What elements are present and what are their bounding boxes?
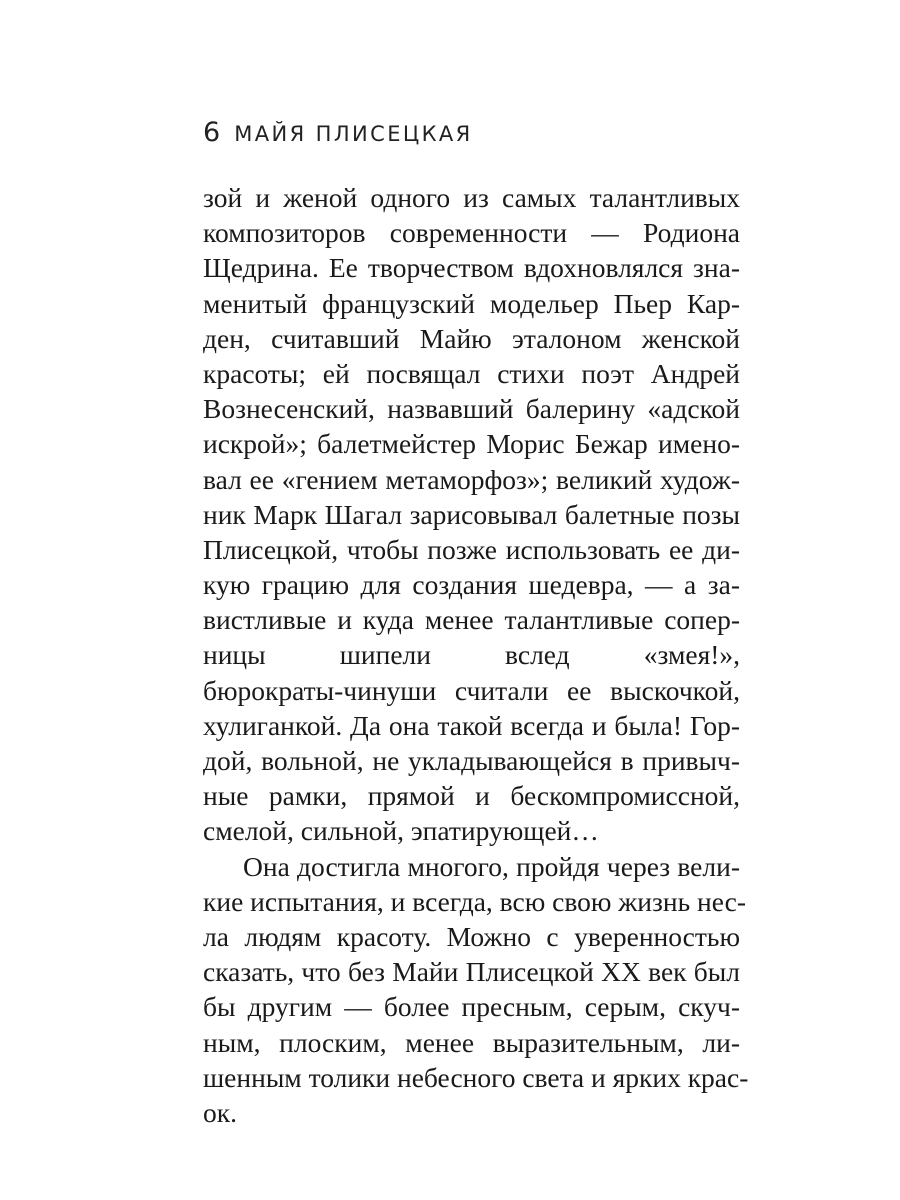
text-line: смелой, сильной, эпатирующей…: [203, 815, 599, 847]
paragraph-2: [203, 849, 749, 1131]
text-line: вистливые и куда менее талантливые сопер-: [203, 604, 740, 636]
text-line: бы другим — более пресным, серым, скуч-: [203, 991, 740, 1023]
text-line: красоты; ей посвящал стихи поэт Андрей: [203, 357, 740, 389]
text-line: Плисецкой, чтобы позже использовать ее ди-: [203, 533, 740, 565]
text-line: ок.: [203, 1096, 237, 1128]
text-line: менитый французский модельер Пьер Кар-: [203, 287, 740, 319]
text-line: хулиганкой. Да она такой всегда и была! Гор-: [203, 709, 740, 741]
text-line: ла людям красоту. Можно с уверенностью: [203, 920, 740, 952]
text-line: ник Марк Шагал зарисовывал балетные позы: [203, 498, 740, 530]
body-text: [203, 180, 749, 1130]
text-line: ницы шипели вслед «змея!»,: [203, 639, 740, 671]
text-line: кие испытания, и всегда, всю свою жизнь нес-: [203, 885, 746, 917]
paragraph-1: [203, 180, 740, 849]
text-line: бюрократы-чинуши считали ее выскочкой,: [203, 674, 740, 706]
text-line: ным, плоским, менее выразительным, ли-: [203, 1026, 740, 1058]
text-line: композиторов современности — Родиона: [203, 217, 740, 249]
text-line: ные рамки, прямой и бескомпромиссной,: [203, 780, 740, 812]
text-line: зой и женой одного из самых талантливых: [203, 182, 740, 213]
text-line: вал ее «гением метаморфоз»; великий худож-: [203, 463, 740, 495]
page-number: 6: [203, 117, 221, 148]
running-head: [203, 117, 473, 148]
text-line: ден, считавший Майю эталоном женской: [203, 322, 740, 354]
text-line: кую грацию для создания шедевра, — а за-: [203, 569, 740, 601]
text-line: искрой»; балетмейстер Морис Бежар имено-: [203, 428, 740, 460]
text-line: сказать, что без Майи Плисецкой XX век был: [203, 956, 740, 988]
running-title: МАЙЯ ПЛИСЕЦКАЯ: [234, 122, 473, 146]
text-line: Щедрина. Ее творчеством вдохновлялся зна-: [203, 252, 740, 284]
text-line: Вознесенский, назвавший балерину «адской: [203, 393, 740, 425]
text-line: Она достигла многого, пройдя через вели-: [243, 850, 740, 882]
text-line: дой, вольной, не укладывающейся в привыч-: [203, 745, 740, 776]
text-line: шенным толики небесного света и ярких крас-: [203, 1061, 749, 1093]
